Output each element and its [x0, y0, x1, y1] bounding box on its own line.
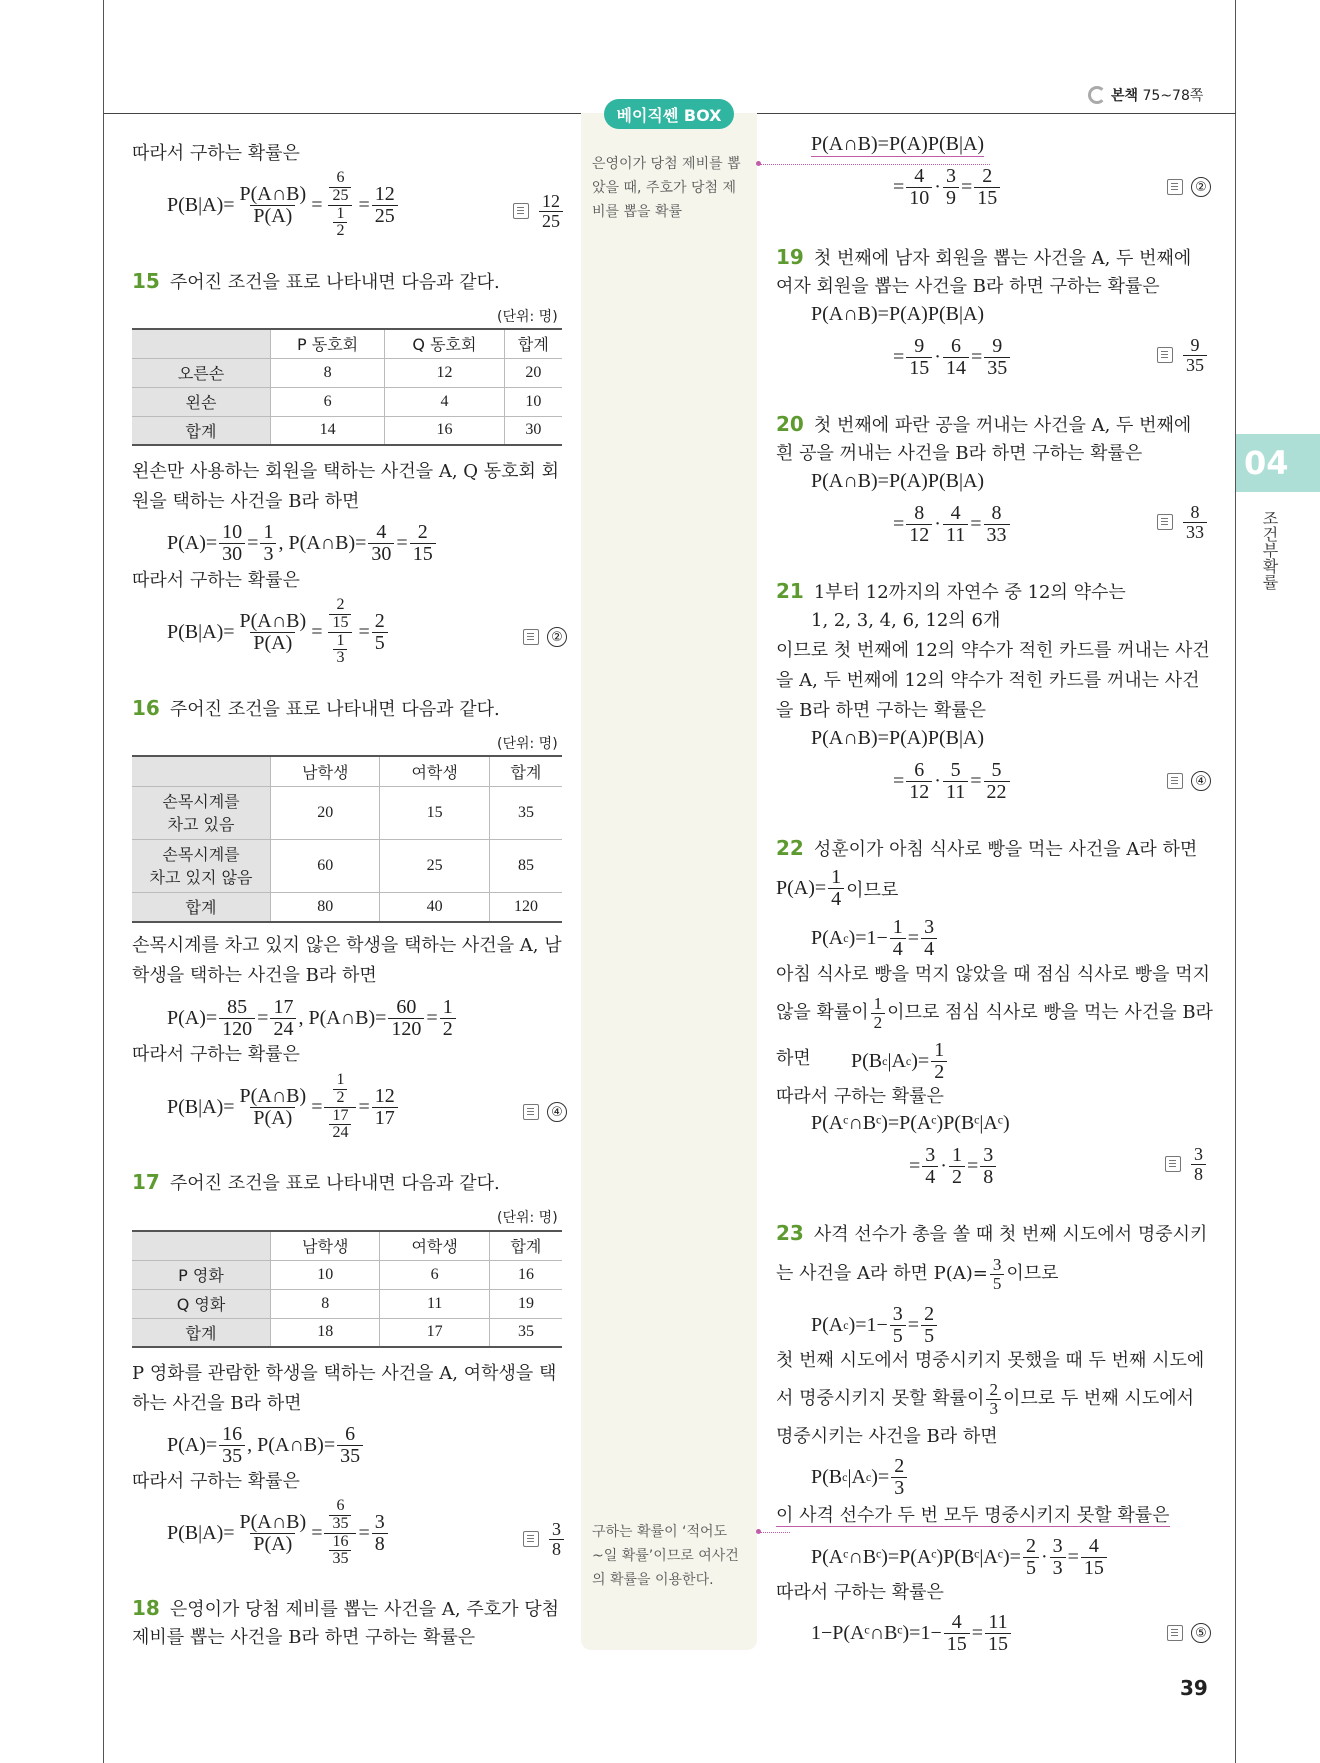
- text-line: 는 사건을 A라 하면 P(A)= $\frac{3}{5}$ 이므로: [776, 1255, 1059, 1293]
- text-line: 따라서 구하는 확률은: [776, 1582, 944, 1603]
- answer-icon: [1157, 347, 1173, 363]
- answer-mark: $\frac{9}{35}$: [1157, 336, 1209, 375]
- text-line: 이므로 첫 번째에 12의 약수가 적힌 카드를 꺼내는 사건: [776, 640, 1210, 661]
- answer-icon: [513, 203, 529, 219]
- page-right-border: [1235, 0, 1236, 1763]
- text-line: 명중시키는 사건을 B라 하면: [776, 1426, 998, 1447]
- answer-icon: [1167, 1625, 1183, 1641]
- text-line: 따라서 구하는 확률은: [132, 570, 300, 591]
- text-line: 하는 사건을 B라 하면: [132, 1393, 302, 1414]
- text-line: 학생을 택하는 사건을 B라 하면: [132, 965, 377, 986]
- equation: = $\frac{3}{4}$ · $\frac{1}{2}$ = $\frac{3}{8}$: [909, 1145, 998, 1188]
- answer-mark: ④: [523, 1102, 567, 1122]
- text-line: 따라서 구하는 확률은: [132, 1471, 300, 1492]
- problem-23: 23 사격 선수가 총을 쏠 때 첫 번째 시도에서 명중시키: [776, 1221, 1208, 1245]
- problem-21: 21 1부터 12까지의 자연수 중 12의 약수는: [776, 579, 1126, 603]
- ref-pages: 75~78쪽: [1142, 88, 1204, 104]
- problem-22: 22 성훈이가 아침 식사로 빵을 먹는 사건을 A라 하면: [776, 836, 1198, 860]
- text-line: 제비를 뽑는 사건을 B라 하면 구하는 확률은: [132, 1627, 476, 1648]
- table-unit: (단위: 명): [497, 736, 558, 752]
- equation: = $\frac{8}{12}$ · $\frac{4}{11}$ = $\frac{8}{33}$: [893, 503, 1012, 546]
- page-left-border: [103, 0, 104, 1763]
- answer-mark: ②: [1167, 177, 1211, 197]
- text-line: 을 A, 두 번째에 12의 약수가 적힌 카드를 꺼내는 사건: [776, 670, 1200, 691]
- answer-mark: ⑤: [1167, 1623, 1211, 1643]
- equation: 1−P(Aᶜ∩Bᶜ)=1− $\frac{4}{15}$ = $\frac{11}{15}$: [811, 1612, 1013, 1655]
- text-line: 하면: [776, 1048, 811, 1069]
- chapter-title: 조건부확률: [1260, 510, 1279, 590]
- answer-mark: $\frac{3}{8}$: [523, 1520, 566, 1559]
- equation: P(B c |A c )= $\frac{2}{3}$: [811, 1456, 909, 1499]
- answer-mark: $\frac{8}{33}$: [1157, 503, 1209, 542]
- equation: P(A c )=1− $\frac{3}{5}$ = $\frac{2}{5}$: [811, 1304, 939, 1347]
- text-line: P 영화를 관람한 학생을 택하는 사건을 A, 여학생을 택: [132, 1363, 557, 1384]
- text-line: 원을 택하는 사건을 B라 하면: [132, 491, 360, 512]
- answer-icon: [523, 629, 539, 645]
- answer-icon: [523, 1104, 539, 1120]
- answer-icon: [1167, 773, 1183, 789]
- answer-mark: ④: [1167, 771, 1211, 791]
- problem-18: 18 은영이가 당첨 제비를 뽑는 사건을 A, 주호가 당첨: [132, 1596, 559, 1620]
- answer-icon: [1165, 1156, 1181, 1172]
- text-line: 을 B라 하면 구하는 확률은: [776, 700, 986, 721]
- equation: P(B|A)= $\frac{P(A\cap B)}{P(A)}$ = $\frac{\frac{1}{2}}{\frac{17}{24}}$ = $\frac{12}{17}$: [167, 1072, 400, 1142]
- text-line: 1, 2, 3, 4, 6, 12의 6개: [811, 610, 1001, 631]
- pointer-line: [760, 1532, 790, 1533]
- problem-20: 20 첫 번째에 파란 공을 꺼내는 사건을 A, 두 번째에: [776, 412, 1192, 436]
- problem-19: 19 첫 번째에 남자 회원을 뽑는 사건을 A, 두 번째에: [776, 245, 1192, 269]
- equation: = $\frac{9}{15}$ · $\frac{6}{14}$ = $\frac{9}{35}$: [893, 336, 1012, 379]
- side-note-2: 구하는 확률이 ‘적어도 ~일 확률’이므로 여사건 의 확률을 이용한다.: [592, 1524, 739, 1588]
- equation: P(A)= $\frac{1}{4}$ 이므로: [776, 866, 899, 910]
- side-note-1: 은영이가 당첨 제비를 뽑 았을 때, 주호가 당첨 제 비를 뽑을 확률: [592, 156, 741, 220]
- text-line: 않을 확률이 $\frac{1}{2}$ 이므로 점심 식사로 빵을 먹는 사건을 B라: [776, 994, 1213, 1032]
- equation: P(A∩B)=P(A)P(B|A): [811, 470, 985, 492]
- equation: P(Aᶜ∩Bᶜ)=P(Aᶜ)P(Bᶜ|Aᶜ): [811, 1112, 1010, 1134]
- equation: P(A)= $\frac{16}{35}$ , P(A∩B)= $\frac{6}{35}$: [167, 1424, 365, 1467]
- text-line: 따라서 구하는 확률은: [776, 1086, 944, 1107]
- text-line: 따라서 구하는 확률은: [132, 1044, 300, 1065]
- table-16: 남학생 여학생 합계 손목시계를 차고 있음 20 15 35 손목시계를 차고 있지 않음 60 25 85 합계 80 40 120: [132, 755, 562, 923]
- text-line: 왼손만 사용하는 회원을 택하는 사건을 A, Q 동호회 회: [132, 461, 560, 482]
- problem-17: 17 주어진 조건을 표로 나타내면 다음과 같다.: [132, 1170, 500, 1194]
- equation: P(A)= $\frac{85}{120}$ = $\frac{17}{24}$ , P(A∩B)= $\frac{60}{120}$ = $\frac{1}{2}$: [167, 997, 458, 1040]
- text-line: 손목시계를 차고 있지 않은 학생을 택하는 사건을 A, 남: [132, 935, 562, 956]
- table-unit: (단위: 명): [497, 309, 558, 325]
- equation: P(B|A)= $\frac{P(A\cap B)}{P(A)}$ = $\frac{\frac{6}{25}}{\frac{1}{2}}$ = $\frac{12}{25}$: [167, 170, 400, 240]
- equation: P(A∩B)=P(A)P(B|A): [811, 133, 985, 155]
- answer-icon: [523, 1531, 539, 1547]
- equation: P(A c )=1− $\frac{1}{4}$ = $\frac{3}{4}$: [811, 917, 939, 960]
- problem-16: 16 주어진 조건을 표로 나타내면 다음과 같다.: [132, 696, 500, 720]
- equation: P(A∩B)=P(A)P(B|A): [811, 303, 985, 325]
- table-unit: (단위: 명): [497, 1210, 558, 1226]
- side-box-title: 베이직쎈 BOX: [604, 99, 734, 129]
- answer-icon: [1167, 179, 1183, 195]
- equation: P(A)= $\frac{10}{30}$ = $\frac{1}{3}$ , P(A∩B)= $\frac{4}{30}$ = $\frac{2}{15}$: [167, 522, 438, 565]
- equation: P(B c |A c )= $\frac{1}{2}$: [851, 1040, 949, 1083]
- answer-mark: ②: [523, 627, 567, 647]
- text-line: 첫 번째 시도에서 명중시키지 못했을 때 두 번째 시도에: [776, 1350, 1205, 1371]
- text-line: 따라서 구하는 확률은: [132, 143, 300, 164]
- equation: P(A∩B)=P(A)P(B|A): [811, 727, 985, 749]
- answer-mark: $\frac{12}{25}$: [513, 192, 565, 231]
- answer-icon: [1157, 514, 1173, 530]
- table-15: P 동호회 Q 동호회 합계 오른손 8 12 20 왼손 6 4 10 합계 14 16 30: [132, 328, 562, 446]
- equation: P(B|A)= $\frac{P(A\cap B)}{P(A)}$ = $\frac{\frac{2}{15}}{\frac{1}{3}}$ = $\frac{2}{5}$: [167, 597, 390, 667]
- refresh-icon: [1088, 86, 1106, 104]
- text-line: 서 명중시키지 못할 확률이 $\frac{2}{3}$ 이므로 두 번째 시도에서: [776, 1380, 1194, 1418]
- text-line: 이 사격 선수가 두 번 모두 명중시키지 못할 확률은: [776, 1505, 1170, 1526]
- side-box: [581, 113, 757, 1650]
- equation: P(Aᶜ∩Bᶜ)=P(Aᶜ)P(Bᶜ|Aᶜ)= $\frac{2}{5}$ · $\frac{3}{3}$ = $\frac{4}{15}$: [811, 1536, 1109, 1579]
- equation: P(B|A)= $\frac{P(A\cap B)}{P(A)}$ = $\frac{\frac{6}{35}}{\frac{16}{35}}$ = $\frac{3}{8}$: [167, 1498, 390, 1568]
- problem-15: 15 주어진 조건을 표로 나타내면 다음과 같다.: [132, 269, 500, 293]
- equation: = $\frac{4}{10}$ · $\frac{3}{9}$ = $\frac{2}{15}$: [893, 166, 1002, 209]
- chapter-tab[interactable]: 04: [1236, 434, 1320, 492]
- equation: = $\frac{6}{12}$ · $\frac{5}{11}$ = $\frac{5}{22}$: [893, 760, 1012, 803]
- text-line: 아침 식사로 빵을 먹지 않았을 때 점심 식사로 빵을 먹지: [776, 964, 1211, 985]
- answer-mark: $\frac{3}{8}$: [1165, 1145, 1208, 1184]
- text-line: 흰 공을 꺼내는 사건을 B라 하면 구하는 확률은: [776, 443, 1143, 464]
- table-17: 남학생 여학생 합계 P 영화 10 6 16 Q 영화 8 11 19 합계 18 17 35: [132, 1230, 562, 1348]
- ref-prefix: 본책: [1111, 88, 1139, 104]
- page-number: 39: [1180, 1676, 1208, 1700]
- page-reference: [1088, 85, 1203, 105]
- text-line: 여자 회원을 뽑는 사건을 B라 하면 구하는 확률은: [776, 276, 1160, 297]
